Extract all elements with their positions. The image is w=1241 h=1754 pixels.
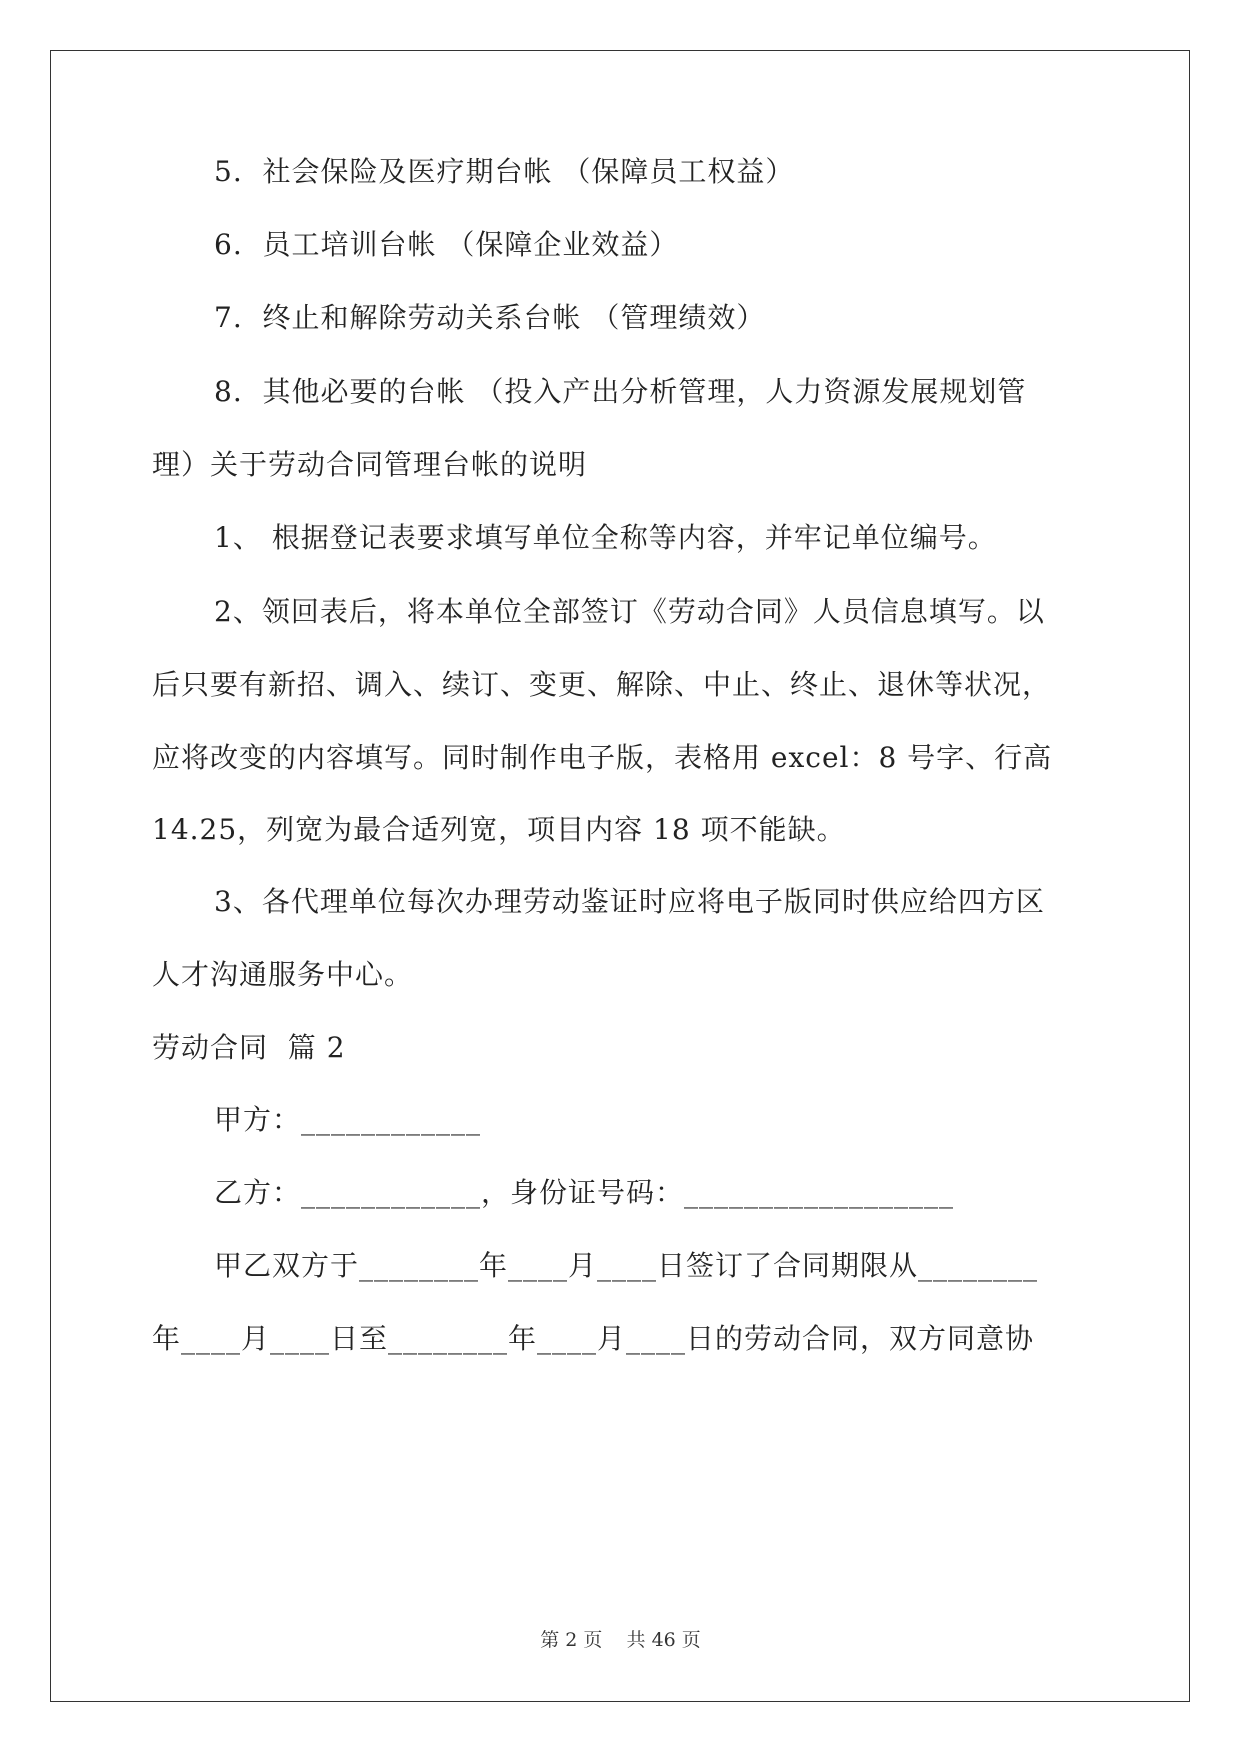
note-2-line-4: 14.25，列宽为最合适列宽，项目内容 18 项不能缺。 [152,813,846,846]
party-a-line: 甲方：____________ [214,1103,482,1136]
section-title: 劳动合同 篇 2 [152,1031,346,1064]
note-3-line-2: 人才沟通服务中心。 [152,958,414,991]
note-2-line-2: 后只要有新招、调入、续订、变更、解除、中止、终止、退休等状况， [152,668,1052,701]
note-2-line-3: 应将改变的内容填写。同时制作电子版，表格用 excel：8 号字、行高 [152,741,1053,774]
party-b-line: 乙方：____________，身份证号码：__________________ [214,1176,955,1209]
list-item-8-line-2: 理）关于劳动合同管理台帐的说明 [152,448,588,481]
note-1: 1、 根据登记表要求填写单位全称等内容，并牢记单位编号。 [214,521,997,554]
list-item-6: 6. 员工培训台帐 （保障企业效益） [214,228,679,261]
contract-line-2: 年____月____日至________年____月____日的劳动合同，双方同意协 [152,1322,1035,1355]
note-3-line-1: 3、各代理单位每次办理劳动鉴证时应将电子版同时供应给四方区 [214,885,1045,918]
page-footer: 第 2 页 共 46 页 [540,1629,701,1651]
list-item-8-line-1: 8. 其他必要的台帐 （投入产出分析管理，人力资源发展规划管 [214,375,1027,408]
list-item-7: 7. 终止和解除劳动关系台帐 （管理绩效） [214,301,766,334]
contract-line-1: 甲乙双方于________年____月____日签订了合同期限从________ [214,1249,1039,1282]
list-item-5: 5. 社会保险及医疗期台帐 （保障员工权益） [214,155,795,188]
note-2-line-1: 2、领回表后，将本单位全部签订《劳动合同》人员信息填写。以 [214,595,1045,628]
